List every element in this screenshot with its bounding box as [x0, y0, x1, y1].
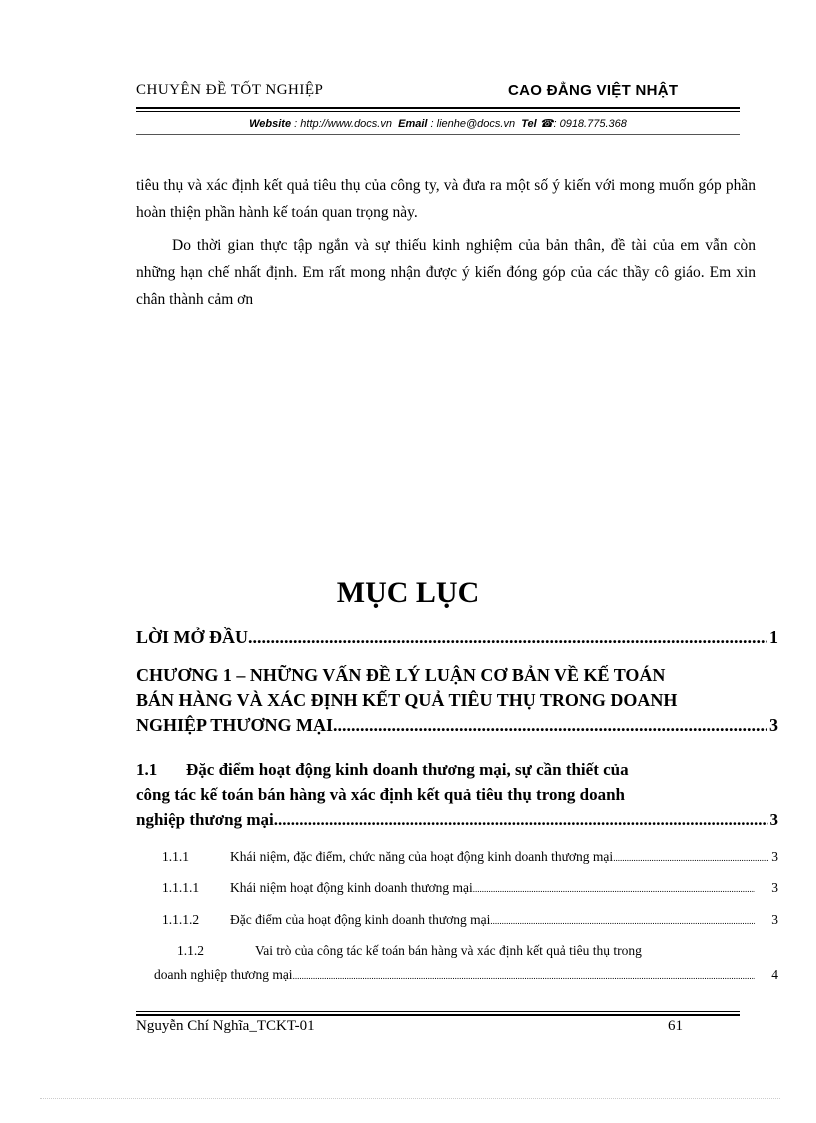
- toc-entry-1-1-2-continued[interactable]: [154, 967, 778, 983]
- toc-entry-line: Đặc điểm hoạt động kinh doanh thương mại, sự cần thiết của: [186, 760, 629, 779]
- toc-entry-chapter-1[interactable]: [136, 663, 778, 738]
- header-left-title: CHUYÊN ĐỀ TỐT NGHIỆP: [136, 82, 324, 98]
- header-contact-line: [136, 117, 740, 130]
- toc-page-number: 3: [769, 715, 778, 735]
- header-thin-rule: [136, 134, 740, 135]
- toc-entry-number: 1.1.1.2: [162, 912, 200, 927]
- phone-icon: ☎: [539, 118, 554, 130]
- toc-entry-intro[interactable]: [136, 627, 778, 648]
- header-double-rule: [136, 107, 740, 112]
- body-paragraph-1: tiêu thụ và xác định kết quả tiêu thụ của công ty, và đưa ra một số ý kiến với mong muốn góp phần hoàn thiện phần hành kế toán quan trọng này.: [136, 177, 756, 221]
- page-header: [136, 82, 740, 106]
- toc-entry-line: Vai trò của công tác kế toán bán hàng và xác định kết quả tiêu thụ trong: [255, 943, 642, 958]
- toc-entry-1-1-1-1[interactable]: [162, 880, 778, 896]
- toc-leader: [248, 627, 767, 648]
- toc-entry-number: 1.1.1: [162, 849, 189, 864]
- header-right-title: CAO ĐẲNG VIỆT NHẬT: [508, 82, 679, 99]
- toc-entry-line: nghiệp thương mại: [136, 810, 274, 829]
- toc-entry-line: công tác kế toán bán hàng và xác định kết quả tiêu thụ trong doanh: [136, 785, 626, 804]
- tel-label: Tel: [521, 118, 537, 130]
- toc-entry-text: LỜI MỞ ĐẦU: [136, 627, 248, 647]
- toc-leader: [490, 912, 755, 928]
- body-paragraph-2: Do thời gian thực tập ngắn và sự thiếu kinh nghiệm của bản thân, đề tài của em vẫn còn những hạn chế nhất định. Em rất mong nhận được ý kiến đóng góp của các thầy cô giáo. Em xin chân thành cảm ơn: [136, 237, 756, 308]
- website-label: Website: [249, 118, 292, 130]
- footer-double-rule: [136, 1011, 740, 1016]
- toc-title: MỤC LỤC: [336, 576, 480, 609]
- tel-value: : 0918.775.368: [553, 118, 627, 130]
- page-bottom-divider: [40, 1098, 780, 1099]
- toc-page-number: 4: [771, 967, 778, 982]
- toc-leader: [613, 849, 769, 865]
- toc-leader: [333, 713, 767, 738]
- toc-entry-number: 1.1.1.1: [162, 880, 200, 895]
- footer-author: Nguyễn Chí Nghĩa_TCKT-01: [136, 1018, 315, 1034]
- toc-entry-line: BÁN HÀNG VÀ XÁC ĐỊNH KẾT QUẢ TIÊU THỤ TRONG DOANH: [136, 690, 678, 710]
- toc-entry-text: Đặc điểm của hoạt động kinh doanh thương mại: [230, 912, 491, 927]
- toc-entry-line: CHƯƠNG 1 – NHỮNG VẤN ĐỀ LÝ LUẬN CƠ BẢN VỀ KẾ TOÁN: [136, 665, 666, 685]
- toc-entry-number: 1.1.2: [177, 943, 204, 958]
- toc-entry-text: Khái niệm hoạt động kinh doanh thương mại: [230, 880, 473, 895]
- email-value[interactable]: : lienhe@docs.vn: [430, 118, 516, 130]
- footer-page-number: 61: [668, 1018, 683, 1034]
- toc-entry-1-1[interactable]: [136, 757, 778, 832]
- toc-entry-text: Khái niệm, đặc điểm, chức năng của hoạt động kinh doanh thương mại: [230, 849, 614, 864]
- toc-entry-1-1-1[interactable]: [162, 849, 778, 865]
- toc-entry-number: 1.1: [136, 760, 158, 779]
- toc-page-number: 3: [771, 912, 778, 927]
- toc-entry-1-1-1-2[interactable]: [162, 912, 778, 928]
- email-label: Email: [398, 118, 428, 130]
- toc-entry-line: NGHIỆP THƯƠNG MẠI: [136, 715, 334, 735]
- toc-page-number: 1: [769, 627, 778, 647]
- toc-entry-line: doanh nghiệp thương mại: [154, 967, 293, 982]
- toc-leader: [274, 807, 768, 832]
- toc-page-number: 3: [771, 880, 778, 895]
- website-url[interactable]: : http://www.docs.vn: [294, 118, 392, 130]
- toc-entry-1-1-2[interactable]: [177, 943, 777, 959]
- toc-page-number: 3: [771, 849, 778, 864]
- toc-leader: [293, 967, 756, 983]
- toc-page-number: 3: [769, 810, 778, 829]
- toc-leader: [473, 880, 755, 896]
